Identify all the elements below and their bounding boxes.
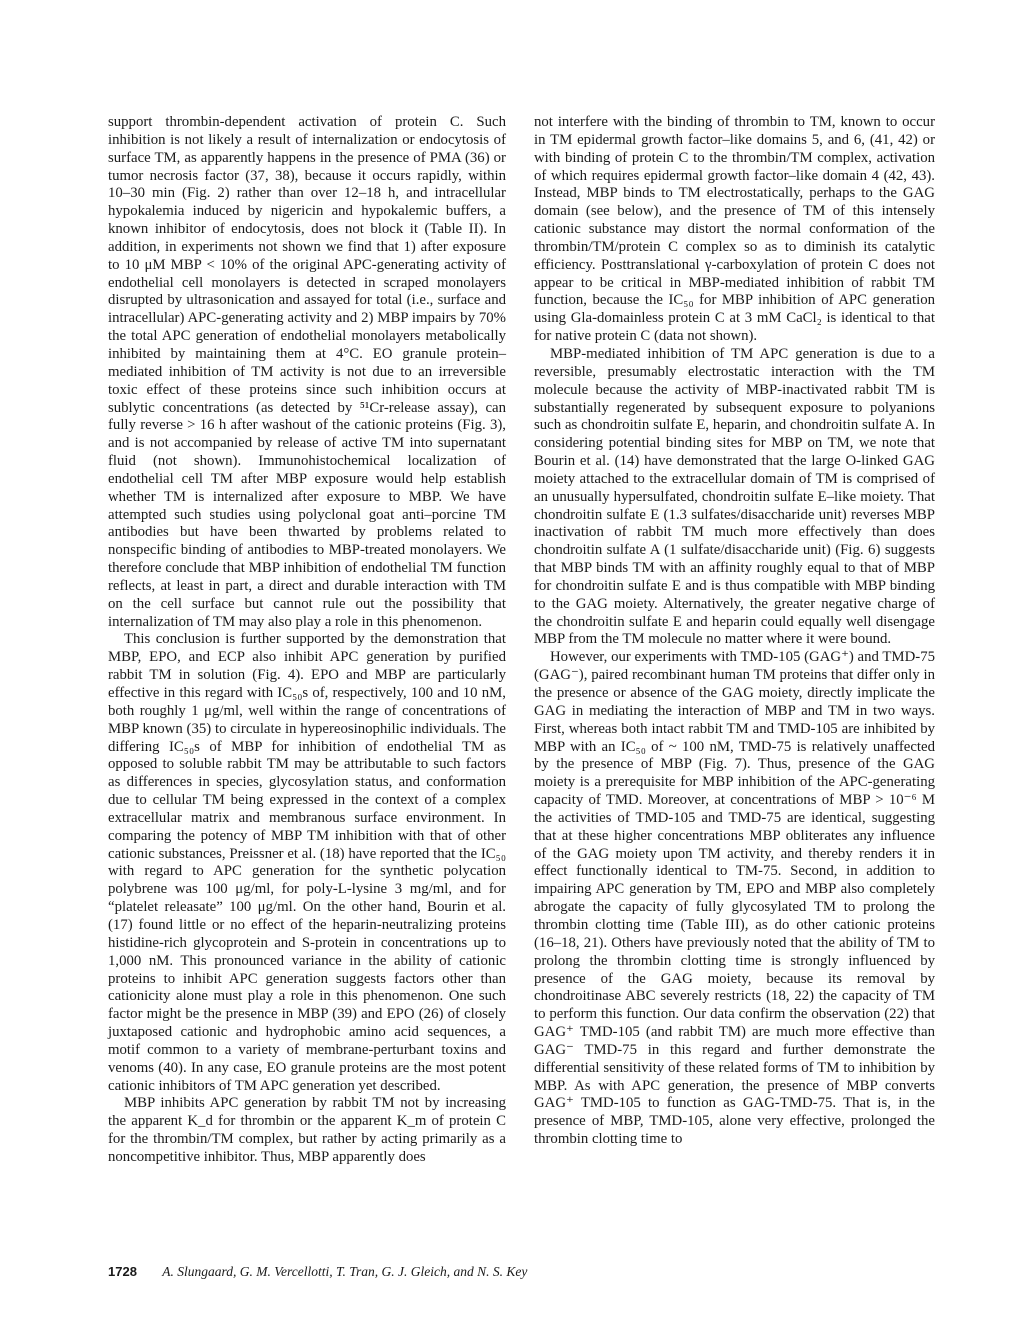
page-number: 1728: [108, 1264, 137, 1279]
left-column: [108, 114, 506, 1167]
paragraph: MBP inhibits APC generation by rabbit TM not by increasing the apparent K_d for thrombin or the apparent K_m of protein C for the thrombin/TM complex, but rather by acting primarily as a noncompetitive inhibitor. Thus, MBP apparently does: [108, 1095, 506, 1165]
paragraph: This conclusion is further supported by the demonstration that MBP, EPO, and ECP also inhibit APC generation by purified rabbit TM in solution (Fig. 4). EPO and MBP are particularly effective in this regard with IC₅₀s of, respectively, 100 and 10 nM, both roughly 1 μg/ml, well within the range of concentrations of MBP known (35) to circulate in hypereosinophilic individuals. The differing IC₅₀s of MBP for inhibition of endothelial TM as opposed to soluble rabbit TM may be attributable to such factors as differences in species, glycosylation status, and conformation due to cellular TM being expressed in the context of a complex extracellular matrix and membranous surface environment. In comparing the potency of MBP TM inhibition with that of other cationic substances, Preissner et al. (18) have reported that the IC₅₀ with regard to APC generation for the synthetic polycation polybrene was 100 μg/ml, for poly-L-lysine 3 mg/ml, and for “platelet releasate” 100 μg/ml. On the other hand, Bourin et al. (17) found little or no effect of the heparin-neutralizing proteins histidine-rich glycoprotein and S-protein in concentrations up to 1,000 nM. This pronounced variance in the ability of cationic proteins to inhibit APC generation suggests factors other than cationicity alone must play a role in this phenomenon. One such factor might be the presence in MBP (39) and EPO (26) of closely juxtaposed cationic and hydrophobic amino acid sequences, a motif common to a variety of membrane-perturbant toxins and venoms (40). In any case, EO granule proteins are the most potent cationic inhibitors of TM APC generation yet described.: [108, 631, 506, 1094]
paragraph: However, our experiments with TMD-105 (GAG⁺) and TMD-75 (GAG⁻), paired recombinant human TM proteins that differ only in the presence or absence of the GAG moiety, directly implicate the GAG in mediating the interaction of MBP and TM in two ways. First, whereas both intact rabbit TM and TMD-105 are inhibited by MBP with an IC₅₀ of ~ 100 nM, TMD-75 is relatively unaffected by the presence of MBP (Fig. 7). Thus, presence of the GAG moiety is a prerequisite for MBP inhibition of the APC-generating capacity of TMD. Moreover, at concentrations of MBP > 10⁻⁶ M the activities of TMD-105 and TMD-75 are identical, suggesting that at these higher concentrations MBP obliterates any influence of the GAG moiety upon TM activity, and thereby renders it in effect functionally identical to TM-75. Second, in addition to impairing APC generation by TM, EPO and MBP also completely abrogate the capacity of fully glycosylated TM to prolong the thrombin clotting time (Table III), as do other cationic proteins (16–18, 21). Others have previously noted that the ability of TM to prolong the thrombin clotting time is strongly influenced by presence of the GAG moiety, because its removal by chondroitinase ABC severely restricts (18, 22) the capacity of TM to perform this function. Our data confirm the observation (22) that GAG⁺ TMD-105 (and rabbit TM) are much more effective than GAG⁻ TMD-75 in this regard and further demonstrate the differential sensitivity of these related forms of TM to inhibition by MBP. As with APC generation, the presence of MBP converts GAG⁺ TMD-105 to function as GAG-TMD-75. That is, in the presence of MBP, TMD-105, alone very effective, prolonged the thrombin clotting time to: [534, 649, 935, 1148]
running-authors: A. Slungaard, G. M. Vercellotti, T. Tran, G. J. Gleich, and N. S. Key: [162, 1264, 528, 1279]
paragraph: MBP-mediated inhibition of TM APC generation is due to a reversible, presumably electrostatic interaction with the TM molecule because the activity of MBP-inactivated rabbit TM is substantially regenerated by subsequent exposure to polyanions such as chondroitin sulfate E, heparin, and chondroitin sulfate A. In considering potential binding sites for MBP on TM, we note that Bourin et al. (14) have demonstrated that the large O-linked GAG moiety attached to the extracellular domain of TM is comprised of an unusually hypersulfated, chondroitin sulfate E–like moiety. That chondroitin sulfate E (1.3 sulfates/disaccharide unit) reverses MBP inactivation of rabbit TM much more effectively than does chondroitin sulfate A (1 sulfate/disaccharide unit) (Fig. 6) suggests that MBP binds TM with an affinity roughly equal to that of MBP for chondroitin sulfate E and is thus compatible with MBP binding to the GAG moiety. Alternatively, the greater negative charge of the chondroitin sulfate E and heparin could equally well disengage MBP from the TM molecule no matter where it were bound.: [534, 345, 935, 648]
paragraph: support thrombin-dependent activation of protein C. Such inhibition is not likely a result of internalization or endocytosis of surface TM, as apparently happens in the presence of PMA (36) or tumor necrosis factor (37, 38), because it occurs rapidly, within 10–30 min (Fig. 2) rather than over 12–18 h, and intracellular hypokalemia induced by nigericin and hypokalemic buffers, a known inhibitor of endocytosis, does not block it (Table II). In addition, in experiments not shown we find that 1) after exposure to 10 μM MBP < 10% of the original APC-generating activity of endothelial cell monolayers is detected in scraped monolayers disrupted by ultrasonication and assayed for total (i.e., surface and intracellular) APC-generating activity and 2) MBP impairs by 70% the total APC generation of endothelial monolayers metabolically inhibited by maintaining them at 4°C. EO granule protein–mediated inhibition of TM activity is not due to an irreversible toxic effect of these proteins since such inhibition occurs at sublytic concentrations (as detected by ⁵¹Cr-release assay), can fully reverse > 16 h after washout of the cationic proteins (Fig. 3), and is not accompanied by release of active TM into supernatant fluid (not shown). Immunohistochemical localization of endothelial cell TM after MBP exposure would help establish whether TM is internalized after exposure to MBP. We have attempted such studies using polyclonal goat anti–porcine TM antibodies but have been thwarted by problems related to nonspecific binding of antibodies to MBP-treated monolayers. We therefore conclude that MBP inhibition of endothelial TM function reflects, at least in part, a direct and durable interaction with TM on the cell surface but cannot rule out the possibility that internalization of TM may also play a role in this phenomenon.: [108, 114, 506, 630]
right-column: [534, 114, 935, 1149]
paragraph: not interfere with the binding of thrombin to TM, known to occur in TM epidermal growth factor–like domains 5, and 6, (41, 42) or with binding of protein C to the thrombin/TM complex, activation of which requires epidermal growth factor–like domain 4 (42, 43). Instead, MBP binds to TM electrostatically, perhaps to the GAG domain (see below), and the presence of TM of this intensely cationic substance may distort the normal conformation of the thrombin/TM/protein C complex so as to diminish its catalytic efficiency. Posttranslational γ-carboxylation of protein C does not appear to be critical in MBP-mediated inhibition of rabbit TM function, because the IC₅₀ for MBP inhibition of APC generation using Gla-domainless protein C at 3 mM CaCl₂ is identical to that for native protein C (data not shown).: [534, 114, 935, 345]
page-footer: [108, 1264, 527, 1280]
